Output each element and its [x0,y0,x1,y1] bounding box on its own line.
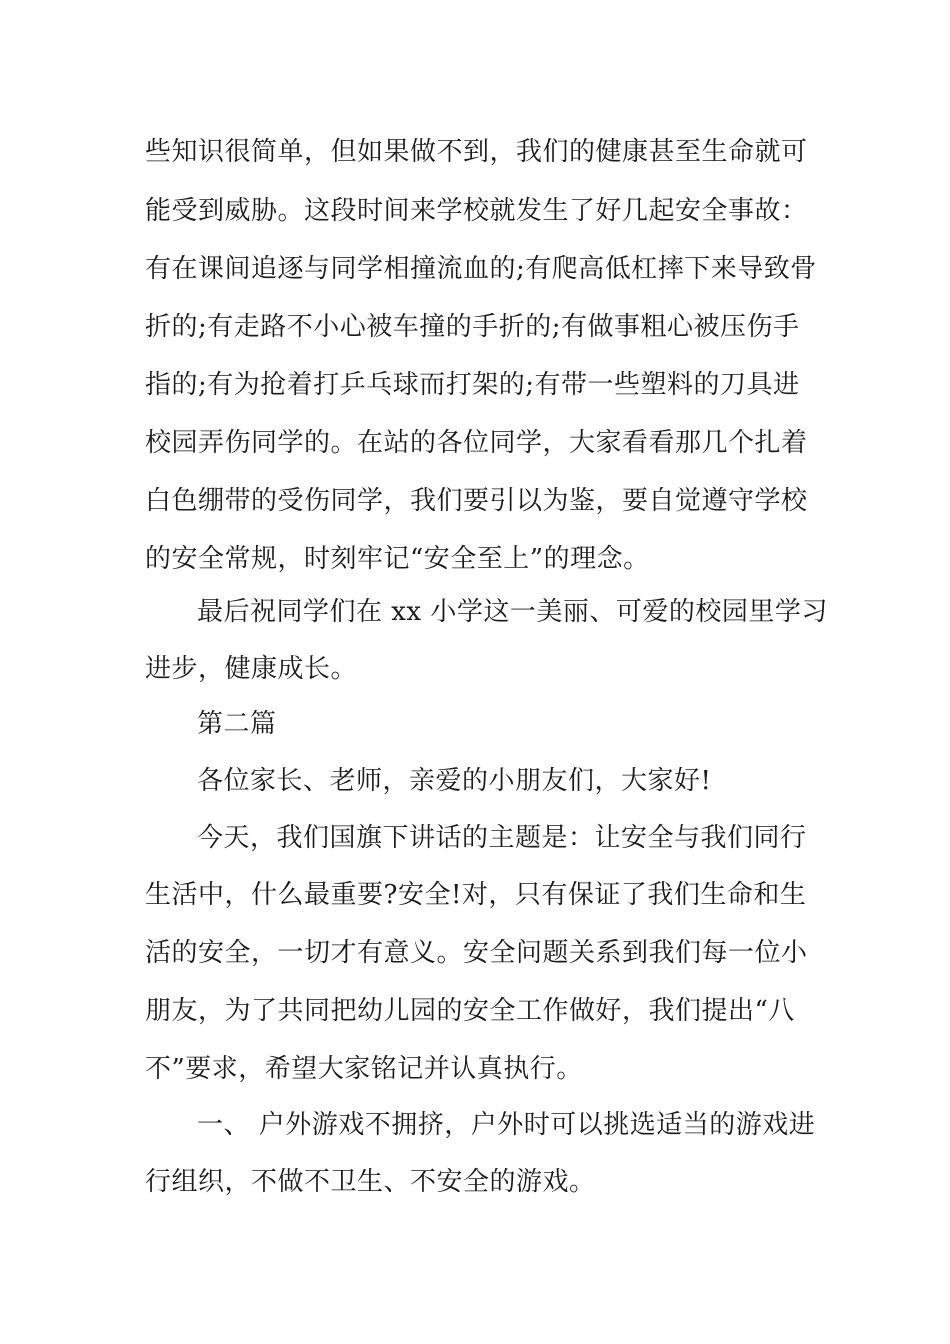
greeting-line: 各位家长、老师，亲爱的小朋友们，大家好! [197,766,712,796]
list-item-first-line: 一、 户外游戏不拥挤，户外时可以挑选适当的游戏进 [197,1110,816,1140]
text-line: 指的;有为抢着打乒乓球而打架的;有带一些塑料的刀具进 [145,370,800,400]
text-line: 不”要求，希望大家铭记并认真执行。 [145,1054,583,1084]
text-line: 能受到威胁。这段时间来学校就发生了好几起安全事故： [145,196,808,226]
text-line: 白色绷带的受伤同学，我们要引以为鉴，要自觉遵守学校 [145,486,808,516]
text-line: 折的;有走路不小心被车撞的手折的;有做事粗心被压伤手 [145,312,800,342]
section-heading: 第二篇 [197,709,277,739]
text-line: 有在课间追逐与同学相撞流血的;有爬高低杠摔下来导致骨 [145,254,817,284]
text-line: 的安全常规，时刻牢记“安全至上”的理念。 [145,544,650,574]
text-line: 些知识很简单，但如果做不到，我们的健康甚至生命就可 [145,137,808,167]
text-line: 生活中，什么最重要?安全!对，只有保证了我们生命和生 [145,880,807,910]
text-line: 进步，健康成长。 [145,654,358,684]
text-line: 行组织，不做不卫生、不安全的游戏。 [145,1167,596,1197]
text-line: 校园弄伤同学的。在站的各位同学，大家看看那几个扎着 [145,428,808,458]
paragraph-first-line: 今天，我们国旗下讲话的主题是：让安全与我们同行 [197,823,807,853]
text-line: 朋友，为了共同把幼儿园的安全工作做好，我们提出“八 [145,996,795,1026]
text-line: 活的安全，一切才有意义。安全问题关系到我们每一位小 [145,938,808,968]
paragraph-first-line: 最后祝同学们在 xx 小学这一美丽、可爱的校园里学习 [197,597,828,627]
